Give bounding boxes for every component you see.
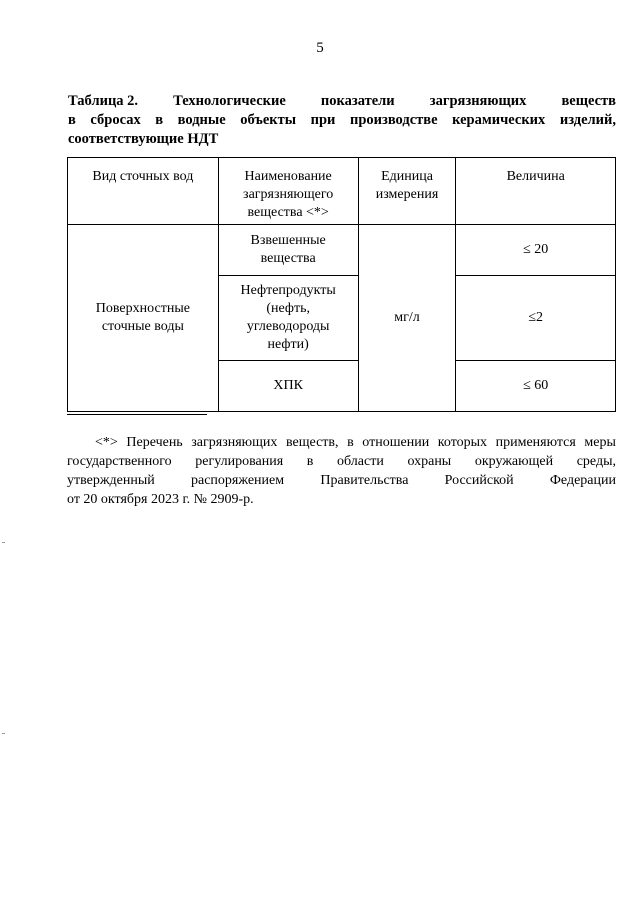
footnote-word: распоряжением xyxy=(190,473,285,488)
table-row xyxy=(68,225,616,276)
caption-line-2: в сбросах в водные объекты при производстве керамических изделий, xyxy=(68,112,616,128)
footnote-word: меры xyxy=(584,435,616,450)
footnote-word: в xyxy=(306,454,314,469)
footnote-word: Российской xyxy=(444,473,514,488)
scan-mark xyxy=(2,542,5,543)
header-substance: Наименование загрязняющего вещества <*> xyxy=(218,158,358,225)
pollutants-table xyxy=(67,157,616,412)
footnote-line-1 xyxy=(67,433,616,452)
header-unit: Единица измерения xyxy=(358,158,456,225)
footnote-word: области xyxy=(337,454,384,469)
footnote-word: применяются xyxy=(495,435,576,450)
scan-mark xyxy=(2,733,5,734)
pollutants-table-container xyxy=(67,157,616,412)
table-header-row xyxy=(68,158,616,225)
footnote xyxy=(67,433,616,509)
water-type-cell: Поверхностные сточные воды xyxy=(68,225,219,412)
substance-cell: Взвешенные вещества xyxy=(218,225,358,276)
footnote-separator xyxy=(67,414,207,415)
caption-word: загрязняющих xyxy=(429,93,527,109)
footnote-line-4: от 20 октября 2023 г. № 2909-р. xyxy=(67,492,254,507)
caption-word: веществ xyxy=(561,93,616,109)
value-cell: ≤2 xyxy=(456,276,616,361)
footnote-word: в xyxy=(347,435,354,450)
value-cell: ≤ 60 xyxy=(456,361,616,412)
footnote-line-2 xyxy=(67,452,616,471)
value-cell: ≤ 20 xyxy=(456,225,616,276)
footnote-word: окружающей xyxy=(474,454,554,469)
footnote-line-3 xyxy=(67,471,616,490)
unit-cell: мг/л xyxy=(358,225,456,412)
caption-line-3: соответствующие НДТ xyxy=(68,131,219,147)
footnote-word: Федерации xyxy=(549,473,616,488)
header-value: Величина xyxy=(456,158,616,225)
caption-line-1 xyxy=(68,92,616,111)
substance-cell: Нефтепродукты (нефть, углеводороды нефти) xyxy=(218,276,358,361)
footnote-word: охраны xyxy=(407,454,452,469)
footnote-word: государственного xyxy=(67,454,172,469)
caption-word: Технологические xyxy=(173,93,286,109)
page-number: 5 xyxy=(316,40,324,56)
substance-cell: ХПК xyxy=(218,361,358,412)
footnote-word: утвержденный xyxy=(67,473,155,488)
footnote-word: регулирования xyxy=(195,454,284,469)
footnote-word: <*> xyxy=(95,435,118,450)
table-caption xyxy=(68,92,616,149)
footnote-word: отношении xyxy=(362,435,430,450)
footnote-word: загрязняющих xyxy=(191,435,278,450)
footnote-word: Правительства xyxy=(320,473,409,488)
footnote-word: среды, xyxy=(576,454,616,469)
footnote-word: Перечень xyxy=(126,435,183,450)
header-water-type: Вид сточных вод xyxy=(68,158,219,225)
caption-word: Таблица 2. xyxy=(68,93,139,109)
footnote-word: которых xyxy=(437,435,488,450)
caption-word: показатели xyxy=(320,93,395,109)
footnote-word: веществ, xyxy=(285,435,339,450)
